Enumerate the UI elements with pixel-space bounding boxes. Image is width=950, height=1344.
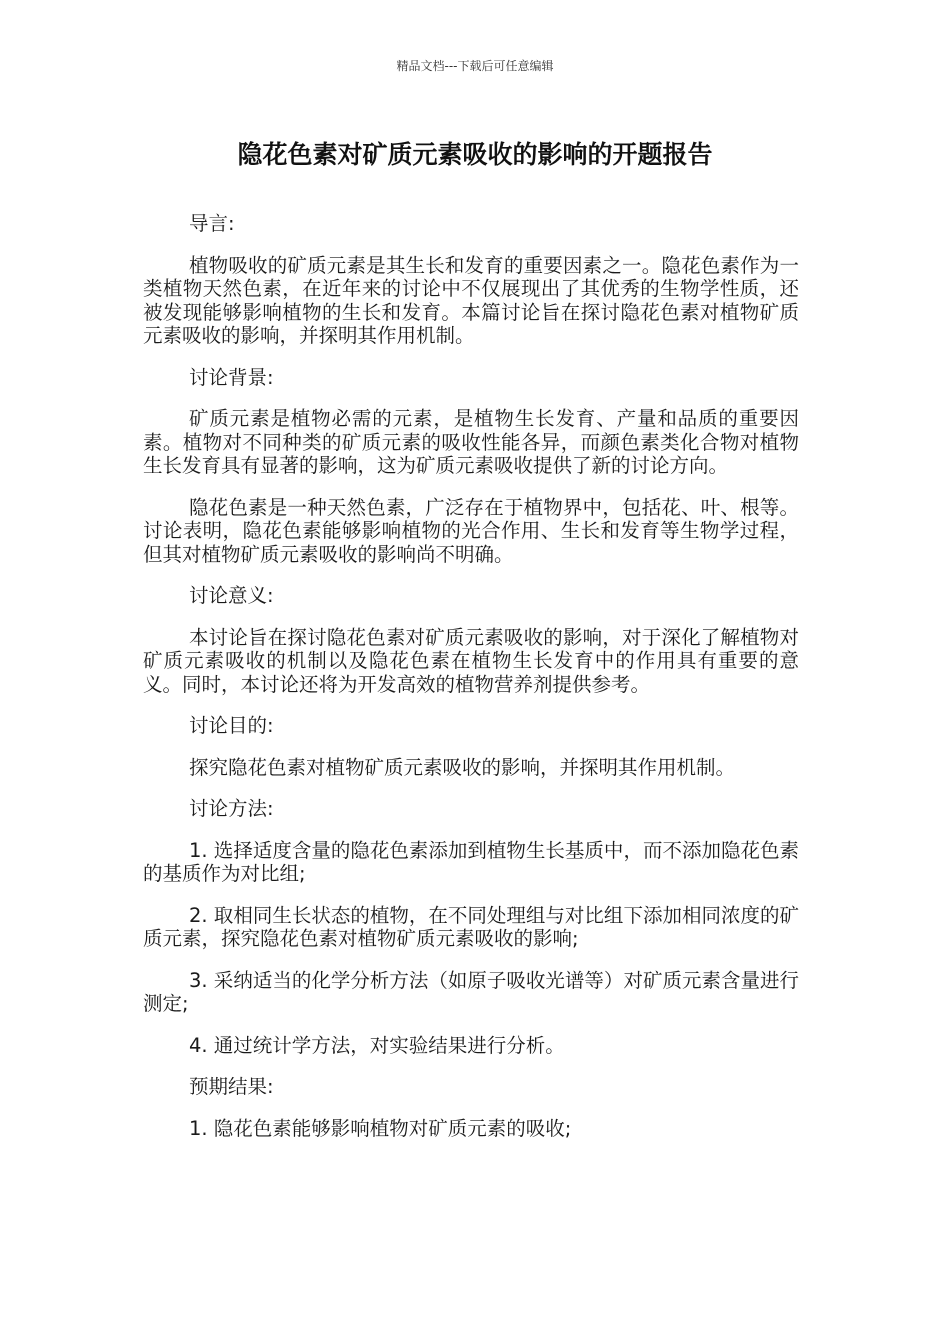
document-title: 隐花色素对矿质元素吸收的影响的开题报告 bbox=[237, 140, 713, 169]
document-body bbox=[143, 212, 799, 1158]
method-item-1: 1. 选择适度含量的隐花色素添加到植物生长基质中，而不添加隐花色素的基质作为对比组; bbox=[143, 838, 799, 885]
method-item-2: 2. 取相同生长状态的植物，在不同处理组与对比组下添加相同浓度的矿质元素，探究隐花色素对植物矿质元素吸收的影响; bbox=[143, 903, 799, 950]
paragraph-significance: 本讨论旨在探讨隐花色素对矿质元素吸收的影响，对于深化了解植物对矿质元素吸收的机制以及隐花色素在植物生长发育中的作用具有重要的意义。同时，本讨论还将为开发高效的植物营养剂提供参考。 bbox=[143, 625, 799, 696]
method-item-3: 3. 采纳适当的化学分析方法（如原子吸收光谱等）对矿质元素含量进行测定; bbox=[143, 968, 799, 1015]
section-heading-significance: 讨论意义: bbox=[189, 584, 274, 607]
expected-result-item-1: 1. 隐花色素能够影响植物对矿质元素的吸收; bbox=[189, 1116, 572, 1140]
method-item-4: 4. 通过统计学方法，对实验结果进行分析。 bbox=[189, 1033, 565, 1057]
paragraph-background-2: 隐花色素是一种天然色素，广泛存在于植物界中，包括花、叶、根等。讨论表明，隐花色素能够影响植物的光合作用、生长和发育等生物学过程，但其对植物矿质元素吸收的影响尚不明确。 bbox=[143, 495, 799, 566]
section-heading-purpose: 讨论目的: bbox=[189, 714, 274, 737]
section-heading-intro: 导言: bbox=[189, 212, 235, 235]
section-heading-expected-results: 预期结果: bbox=[189, 1075, 274, 1098]
paragraph-purpose: 探究隐花色素对植物矿质元素吸收的影响，并探明其作用机制。 bbox=[189, 755, 736, 779]
page-header-note: 精品文档---下载后可任意编辑 bbox=[396, 59, 554, 73]
section-heading-methods: 讨论方法: bbox=[189, 797, 274, 820]
paragraph-background-1: 矿质元素是植物必需的元素，是植物生长发育、产量和品质的重要因素。植物对不同种类的矿质元素的吸收性能各异，而颜色素类化合物对植物生长发育具有显著的影响，这为矿质元素吸收提供了新的讨论方向。 bbox=[143, 407, 799, 477]
section-heading-background: 讨论背景: bbox=[189, 365, 274, 389]
paragraph-intro: 植物吸收的矿质元素是其生长和发育的重要因素之一。隐花色素作为一类植物天然色素，在近年来的讨论中不仅展现出了其优秀的生物学性质，还被发现能够影响植物的生长和发育。本篇讨论旨在探讨隐花色素对植物矿质元素吸收的影响，并探明其作用机制。 bbox=[143, 253, 799, 347]
